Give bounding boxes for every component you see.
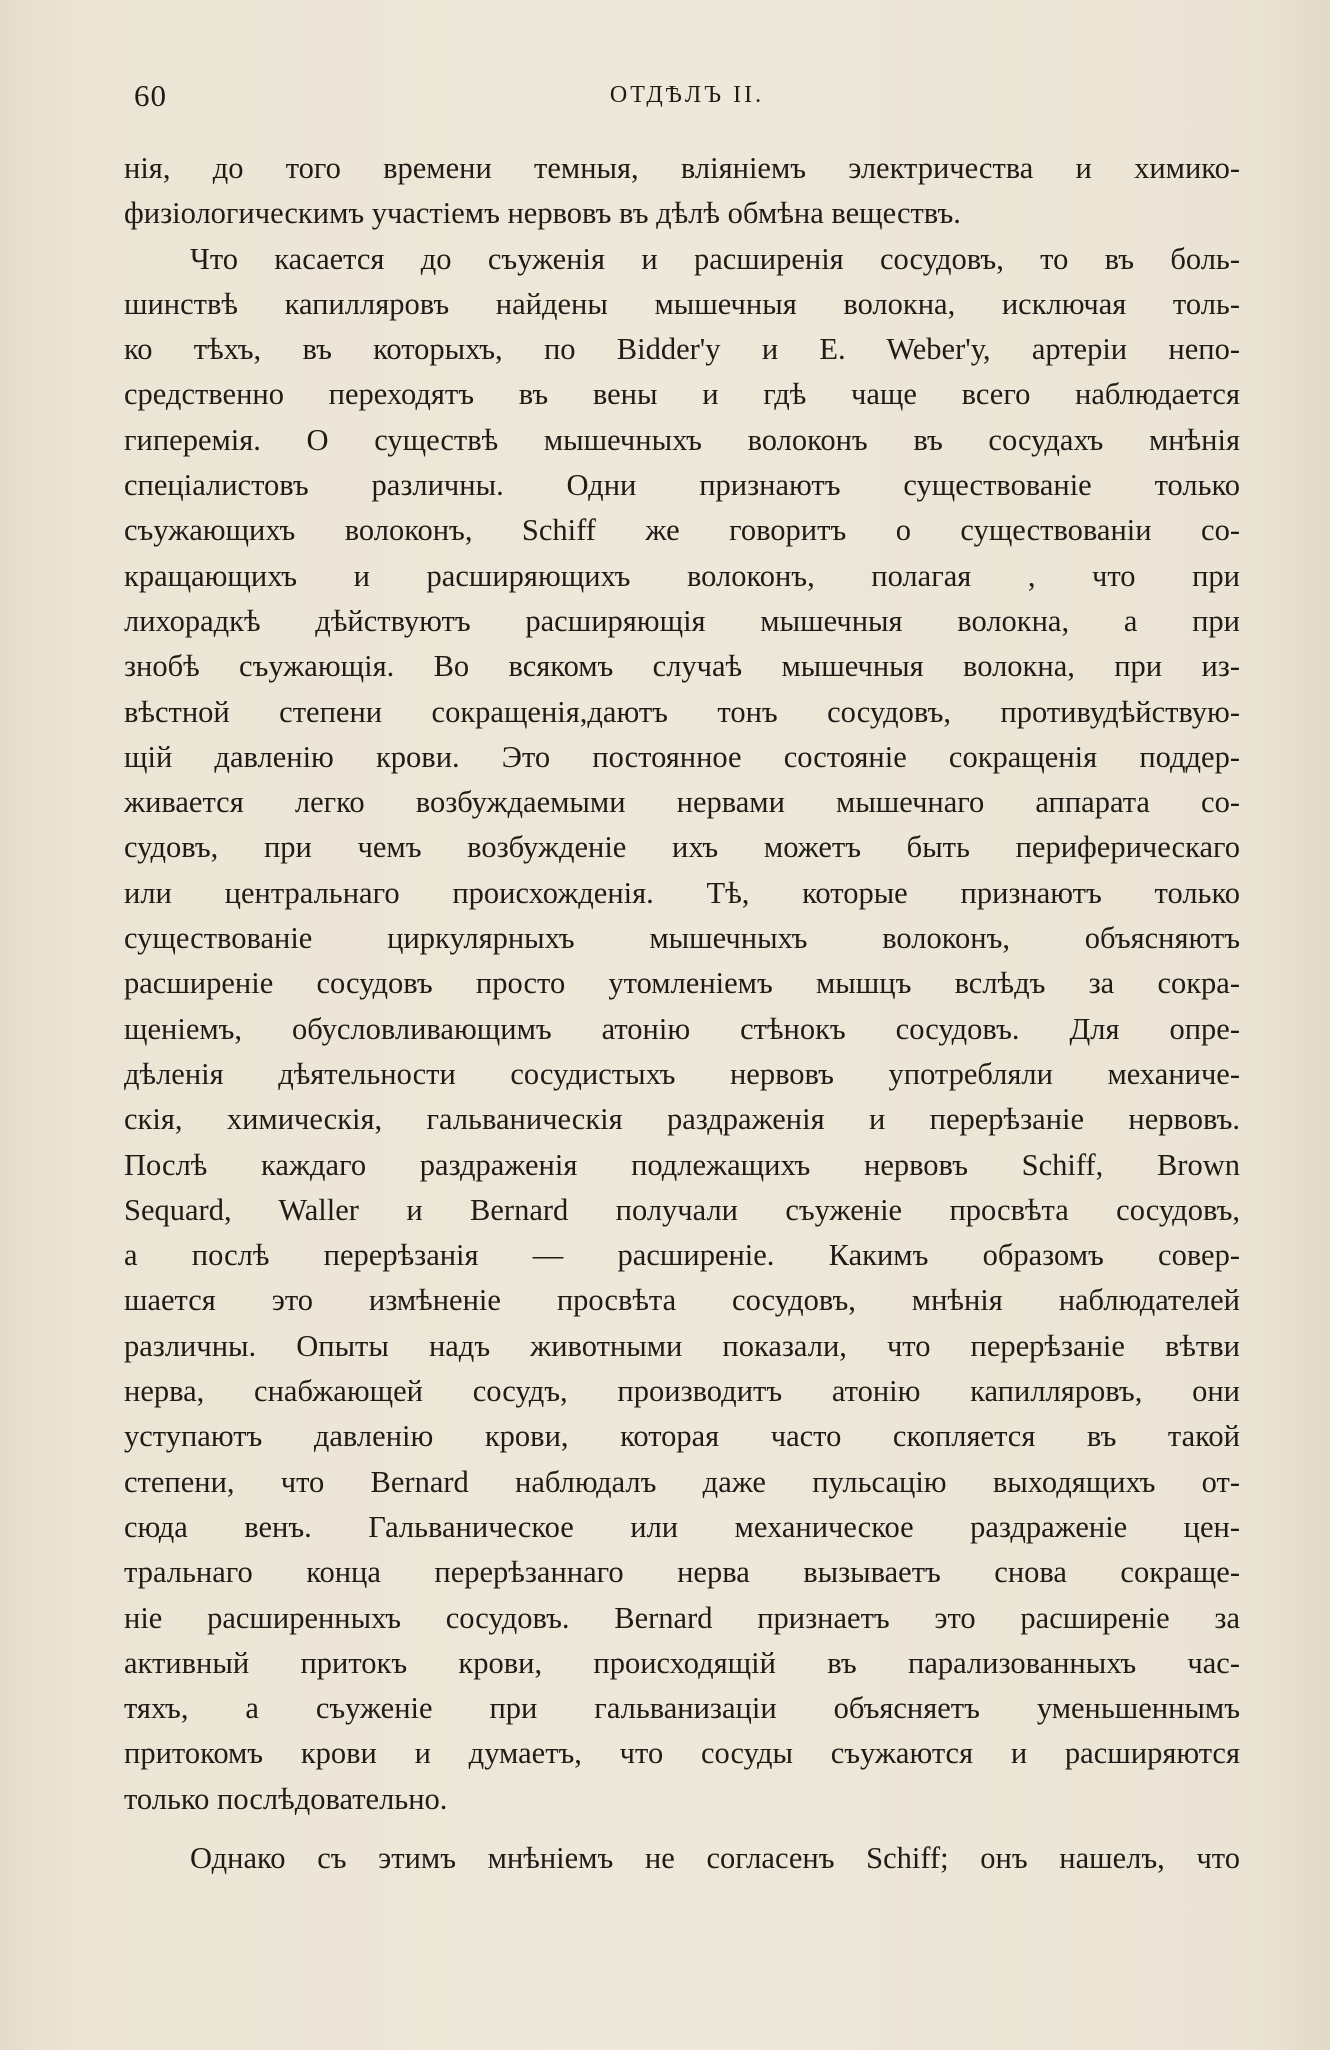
- text-line: средственно переходятъ въ вены и гдѣ чаще всего наблюдается: [124, 377, 1240, 412]
- page-header: [134, 78, 1240, 118]
- text-line: тяхъ, а съуженіе при гальванизаціи объясняетъ уменьшеннымъ: [124, 1691, 1240, 1726]
- text-line: знобѣ съужающія. Во всякомъ случаѣ мышечныя волокна, при из-: [124, 649, 1240, 684]
- text-line: шинствѣ капилляровъ найдены мышечныя волокна, исключая толь-: [124, 286, 1240, 321]
- text-line: сюда венъ. Гальваническое или механическое раздраженіе цен-: [124, 1509, 1240, 1544]
- paragraph-1: [124, 146, 1240, 237]
- text-line: съужающихъ волоконъ, Schiff же говоритъ о существованіи со-: [124, 513, 1240, 548]
- text-line: спеціалистовъ различны. Одни признаютъ существованіе только: [124, 468, 1240, 503]
- running-head: ОТДѢЛЪ II.: [609, 82, 765, 108]
- text-line: шается это измѣненіе просвѣта сосудовъ, мнѣнія наблюдателей: [124, 1283, 1240, 1318]
- text-line: различны. Опыты надъ животными показали, что перерѣзаніе вѣтви: [124, 1328, 1240, 1363]
- text-line: существованіе циркулярныхъ мышечныхъ волоконъ, объясняютъ: [124, 921, 1240, 956]
- text-line: кращающихъ и расширяющихъ волоконъ, полагая , что при: [124, 558, 1240, 593]
- text-line: уступаютъ давленію крови, которая часто скопляется въ такой: [124, 1419, 1240, 1454]
- text-line: степени, что Bernard наблюдалъ даже пульсацію выходящихъ от-: [124, 1464, 1240, 1499]
- text-line: Послѣ каждаго раздраженія подлежащихъ нервовъ Schiff, Brown: [124, 1147, 1240, 1182]
- body-text: [124, 146, 1240, 1881]
- paragraph-3: [124, 1836, 1240, 1881]
- text-line: тральнаго конца перерѣзаннаго нерва вызываетъ снова сокраще-: [124, 1555, 1240, 1590]
- paragraph-gap: [124, 1822, 1240, 1836]
- text-line: ніе расширенныхъ сосудовъ. Bernard признаетъ это расширеніе за: [124, 1600, 1240, 1635]
- text-line: физіологическимъ участіемъ нервовъ въ дѣлѣ обмѣна веществъ.: [124, 196, 961, 231]
- text-line: или центральнаго происхожденія. Тѣ, которые признаютъ только: [124, 875, 1240, 910]
- text-line: нія, до того времени темныя, вліяніемъ электричества и химико-: [124, 151, 1240, 185]
- text-line: лихорадкѣ дѣйствуютъ расширяющія мышечныя волокна, а при: [124, 603, 1240, 638]
- text-line: судовъ, при чемъ возбужденіе ихъ можетъ быть периферическаго: [124, 830, 1240, 865]
- text-line: живается легко возбуждаемыми нервами мышечнаго аппарата со-: [124, 785, 1240, 820]
- page-number: 60: [134, 78, 167, 113]
- text-line: скія, химическія, гальваническія раздраженія и перерѣзаніе нервовъ.: [124, 1102, 1240, 1137]
- text-line: щеніемъ, обусловливающимъ атонію стѣнокъ сосудовъ. Для опре-: [124, 1011, 1240, 1046]
- text-line: расширеніе сосудовъ просто утомленіемъ мышцъ вслѣдъ за сокра-: [124, 966, 1240, 1001]
- paragraph-2: [124, 237, 1240, 1822]
- text-line: а послѣ перерѣзанія — расширеніе. Какимъ образомъ совер-: [124, 1238, 1240, 1273]
- text-line: нерва, снабжающей сосудъ, производитъ атонію капилляровъ, они: [124, 1374, 1240, 1409]
- text-line: гиперемія. О существѣ мышечныхъ волоконъ въ сосудахъ мнѣнія: [124, 422, 1240, 457]
- text-line: Что касается до съуженія и расширенія сосудовъ, то въ боль-: [190, 241, 1240, 276]
- text-line: вѣстной степени сокращенія,даютъ тонъ сосудовъ, противудѣйствую-: [124, 694, 1240, 729]
- text-line: Sequard, Waller и Bernard получали съуженіе просвѣта сосудовъ,: [124, 1192, 1240, 1227]
- text-line: активный притокъ крови, происходящій въ парализованныхъ час-: [124, 1645, 1240, 1680]
- text-line: щій давленію крови. Это постоянное состояніе сокращенія поддер-: [124, 739, 1240, 774]
- text-line: притокомъ крови и думаетъ, что сосуды съужаются и расширяются: [124, 1736, 1240, 1771]
- text-line: дѣленія дѣятельности сосудистыхъ нервовъ употребляли механиче-: [124, 1056, 1240, 1091]
- text-line: только послѣдовательно.: [124, 1781, 448, 1816]
- text-line: Однако съ этимъ мнѣніемъ не согласенъ Schiff; онъ нашелъ, что: [190, 1840, 1240, 1875]
- text-line: ко тѣхъ, въ которыхъ, по Bidder'у и E. Weber'у, артеріи непо-: [124, 332, 1240, 367]
